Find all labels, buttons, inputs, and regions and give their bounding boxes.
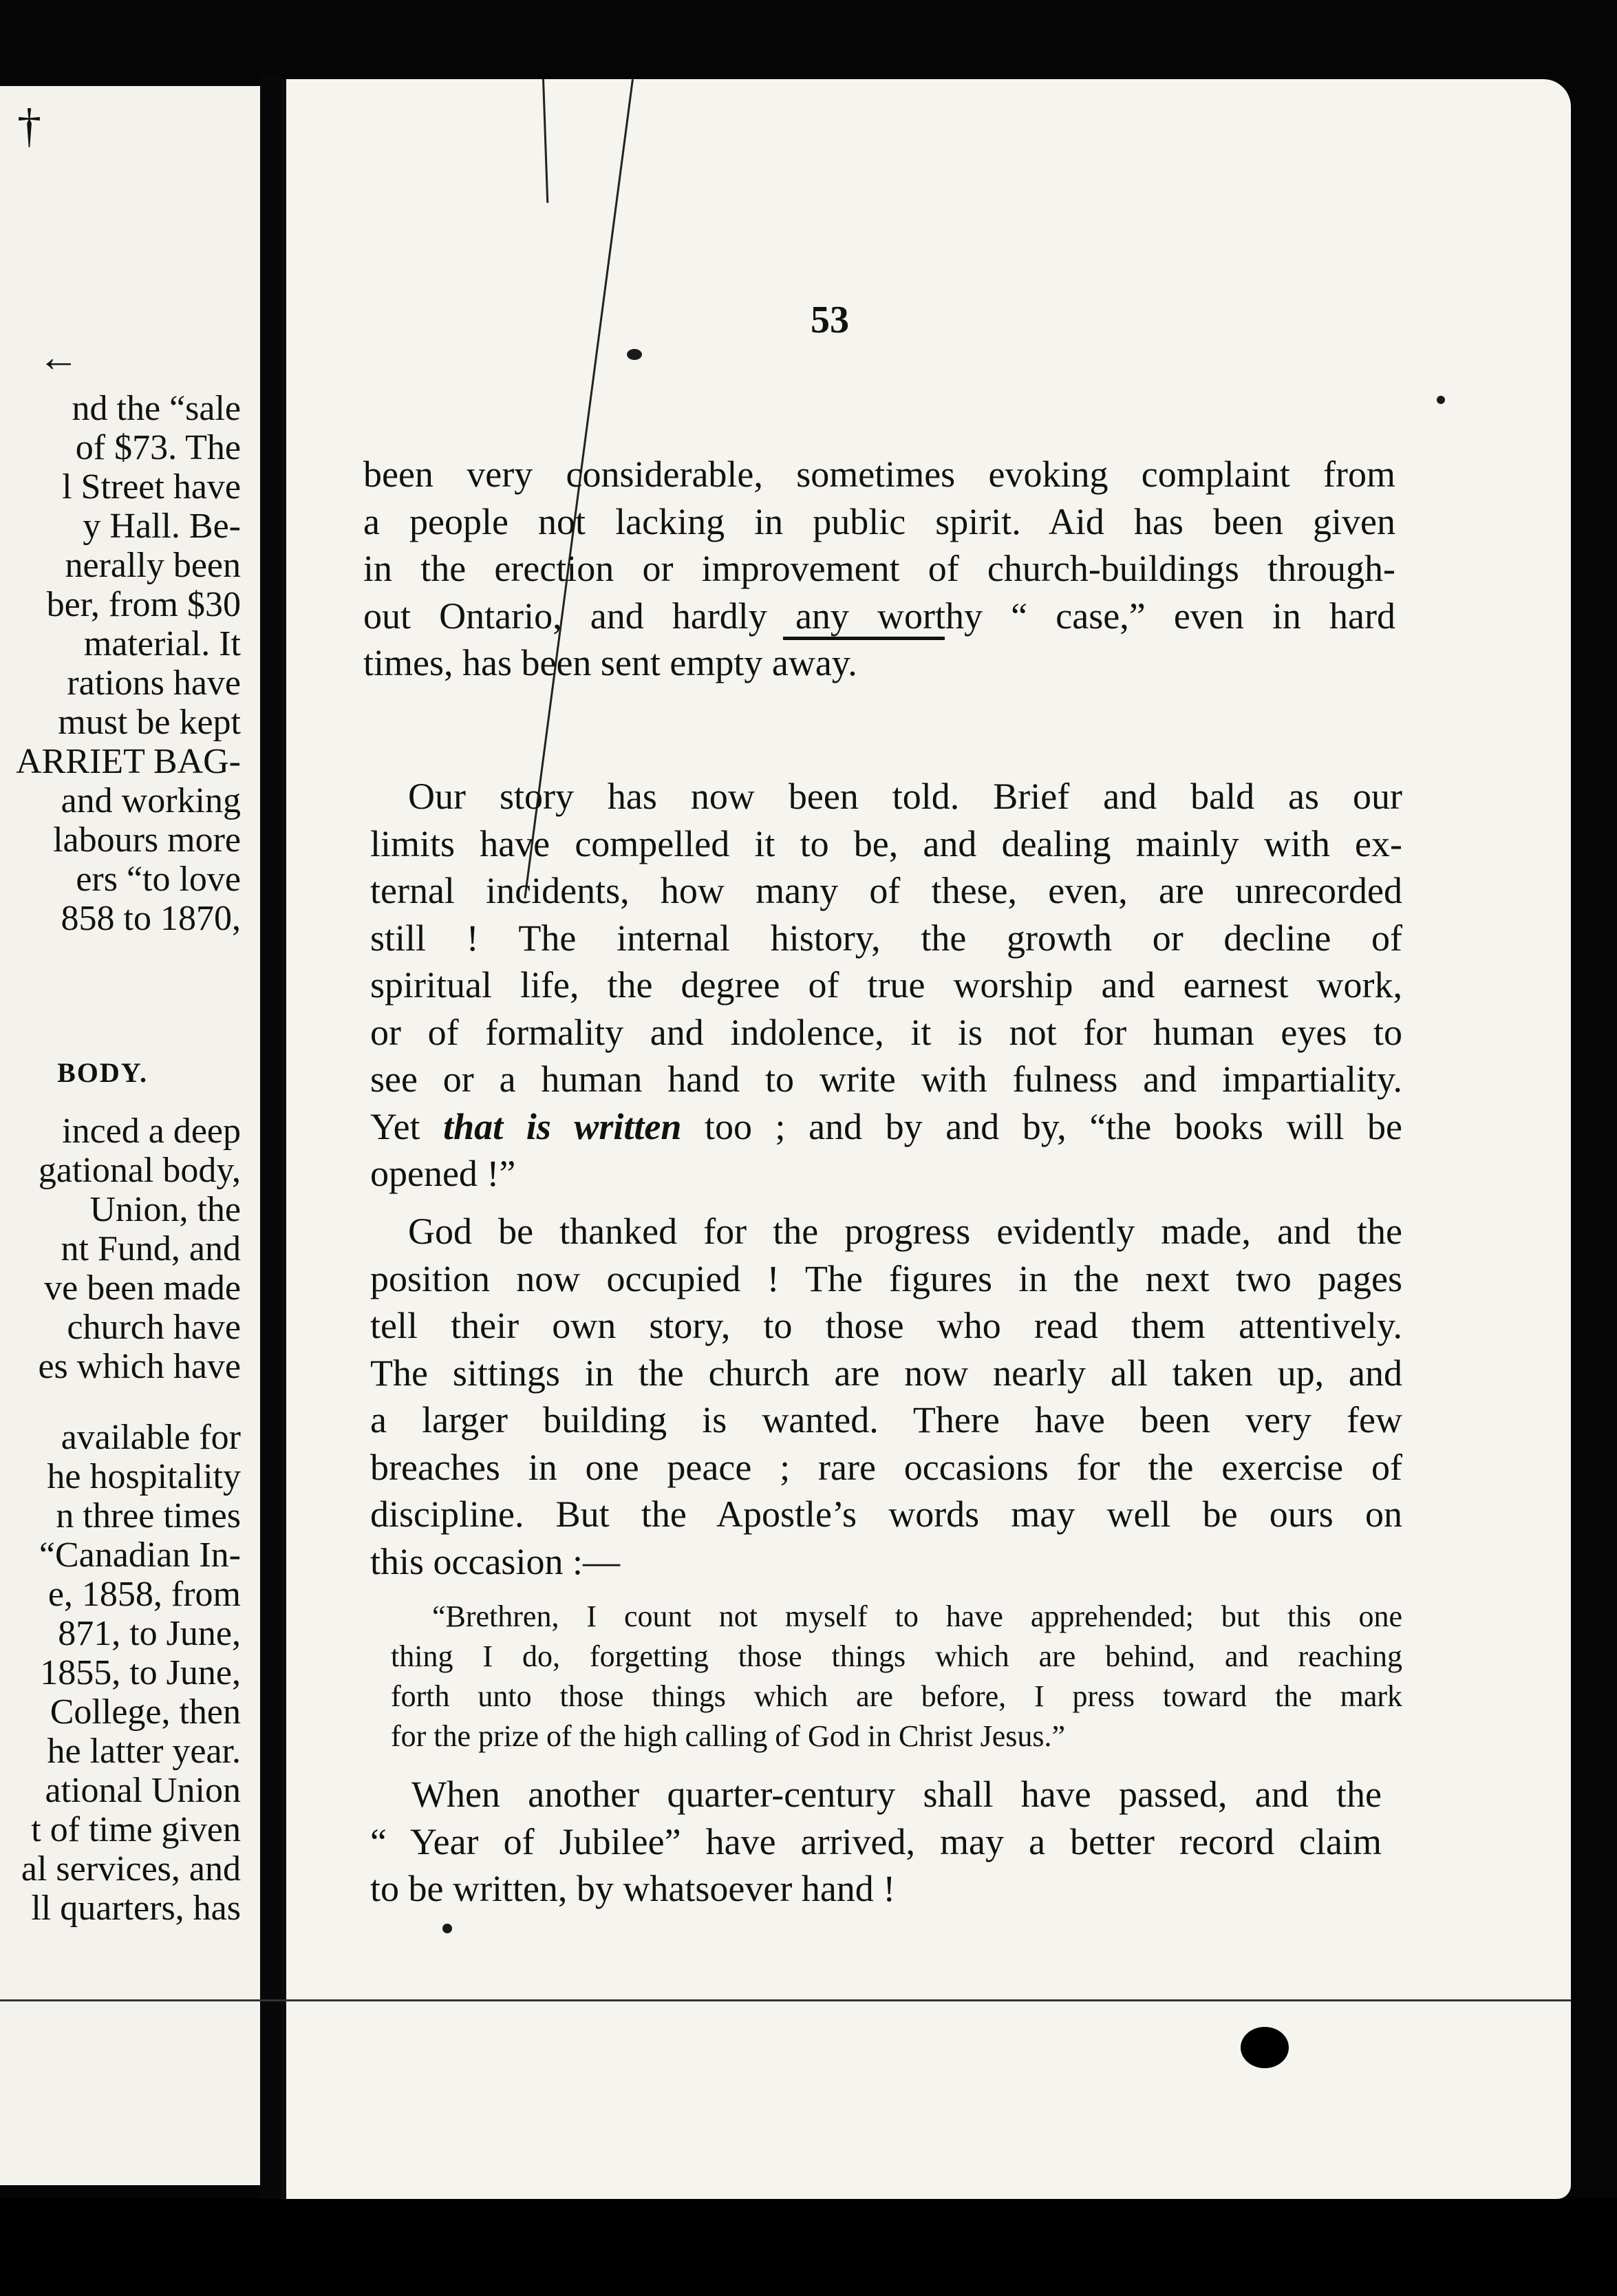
left-page-line: he hospitality xyxy=(47,1457,241,1496)
ink-speck xyxy=(1437,396,1445,404)
left-page-line: y Hall. Be- xyxy=(83,507,241,546)
left-page-line: al services, and xyxy=(21,1849,241,1889)
left-page-line: inced a deep xyxy=(62,1112,241,1151)
left-page-line: 1855, to June, xyxy=(40,1653,241,1692)
text-line: position now occupied ! The figures in the next two pages xyxy=(370,1257,1402,1299)
left-page-line: College, then xyxy=(50,1692,241,1732)
paragraph-god-be-thanked xyxy=(370,1208,1402,1585)
left-page-line: material. It xyxy=(83,624,241,663)
text-line: Our story has now been told. Brief and bald as our xyxy=(408,776,1402,817)
left-page-line: he latter year. xyxy=(47,1732,241,1771)
left-page-line: ← xyxy=(38,334,79,380)
scan-line xyxy=(0,1999,282,2001)
text-line: breaches in one peace ; rare occasions for the exercise of xyxy=(370,1446,1402,1488)
left-page-line: nerally been xyxy=(65,546,241,585)
left-page-fragment xyxy=(0,86,261,2185)
left-page-line: rations have xyxy=(67,663,241,703)
text-line: to be written, by whatsoever hand ! xyxy=(370,1868,896,1909)
left-page-line: labours more xyxy=(53,820,241,860)
page-edge-shadow xyxy=(281,79,286,2199)
left-page-line: Union, the xyxy=(89,1190,241,1229)
text-line: ternal incidents, how many of these, even, are unrecorded xyxy=(370,870,1402,911)
text-line: a people not lacking in public spirit. Aid has been given xyxy=(363,500,1395,542)
text-line: still ! The internal history, the growth or decline of xyxy=(370,917,1402,959)
left-page-line: available for xyxy=(61,1418,241,1457)
text-line: The sittings in the church are now nearly all taken up, and xyxy=(370,1352,1402,1394)
left-page-line: ARRIET BAG- xyxy=(16,742,241,781)
text-line: limits have compelled it to be, and dealing mainly with ex- xyxy=(370,822,1402,864)
emphasis-text: that is written xyxy=(443,1105,682,1147)
text-line: see or a human hand to write with fulness and impartiality. xyxy=(370,1059,1402,1100)
scan-line xyxy=(281,1999,1571,2001)
quote-line: thing I do, forgetting those things which are behind, and reaching xyxy=(391,1639,1402,1673)
quote-line: for the prize of the high calling of God in Christ Jesus.” xyxy=(391,1719,1066,1753)
scan-scratch xyxy=(542,79,548,203)
text-fragment: Yet xyxy=(370,1105,444,1147)
left-page-section-heading: BODY. xyxy=(57,1057,148,1088)
left-page-line: “Canadian In- xyxy=(39,1535,241,1575)
text-line: out Ontario, and hardly any worthy “ case,” even in hard xyxy=(363,595,1395,637)
text-line: been very considerable, sometimes evoking complaint from xyxy=(363,454,1395,495)
left-page-line: nd the “sale xyxy=(72,389,241,428)
ink-speck xyxy=(442,1924,452,1933)
text-line-yet xyxy=(370,1103,1402,1151)
left-page-line: 858 to 1870, xyxy=(61,899,241,938)
left-page-line: nt Fund, and xyxy=(61,1229,241,1268)
paragraph-closing xyxy=(370,1771,1382,1913)
section-divider xyxy=(783,637,945,640)
paragraph-continued xyxy=(363,451,1395,687)
left-page-line: church have xyxy=(67,1308,241,1347)
left-page-line: † xyxy=(17,100,41,153)
text-line: in the erection or improvement of church-buildings through- xyxy=(363,548,1395,589)
ink-blot xyxy=(1241,2027,1289,2068)
quote-line: “Brethren, I count not myself to have apprehended; but this one xyxy=(432,1599,1402,1633)
left-page-line: n three times xyxy=(56,1496,241,1535)
book-gutter xyxy=(260,76,281,2202)
page-number: 53 xyxy=(811,299,849,341)
ink-speck xyxy=(627,349,642,360)
left-page-line: e, 1858, from xyxy=(47,1575,241,1614)
left-page-line: of $73. The xyxy=(75,428,241,467)
left-page-line: l Street have xyxy=(62,467,241,507)
text-line: this occasion :— xyxy=(370,1540,620,1582)
paragraph-our-story xyxy=(370,773,1402,1198)
left-page-line: ber, from $30 xyxy=(46,585,241,624)
text-line: discipline. But the Apostle’s words may well be ours on xyxy=(370,1494,1402,1535)
quote-line: forth unto those things which are before, I press toward the mark xyxy=(391,1679,1402,1713)
text-line: “ Year of Jubilee” have arrived, may a better record claim xyxy=(370,1820,1382,1862)
text-line: spiritual life, the degree of true worship and earnest work, xyxy=(370,964,1402,1006)
text-line: times, has been sent empty away. xyxy=(363,642,857,683)
text-fragment: too ; and by and by, “the books will be xyxy=(681,1105,1402,1147)
left-page-line: 871, to June, xyxy=(58,1614,241,1653)
left-page-line: ers “to love xyxy=(76,860,241,899)
scan-border-bottom xyxy=(0,2199,1617,2296)
left-page-line: t of time given xyxy=(31,1810,241,1849)
text-line: tell their own story, to those who read them attentively. xyxy=(370,1305,1402,1346)
text-line: God be thanked for the progress evidently made, and the xyxy=(408,1211,1402,1252)
left-page-line: and working xyxy=(61,781,241,820)
left-page-line: ll quarters, has xyxy=(31,1889,241,1928)
left-page-line: es which have xyxy=(38,1347,241,1386)
text-line: a larger building is wanted. There have been very few xyxy=(370,1399,1402,1441)
left-page-line: gational body, xyxy=(38,1151,241,1190)
text-line: or of formality and indolence, it is not for human eyes to xyxy=(370,1011,1402,1053)
scripture-quotation xyxy=(391,1597,1402,1756)
left-page-line: ve been made xyxy=(44,1268,241,1308)
left-page-line: must be kept xyxy=(58,703,241,742)
text-line: opened !” xyxy=(370,1153,516,1194)
text-line: When another quarter-century shall have passed, and the xyxy=(411,1774,1382,1815)
page-53 xyxy=(281,79,1571,2199)
left-page-line: ational Union xyxy=(45,1771,241,1810)
